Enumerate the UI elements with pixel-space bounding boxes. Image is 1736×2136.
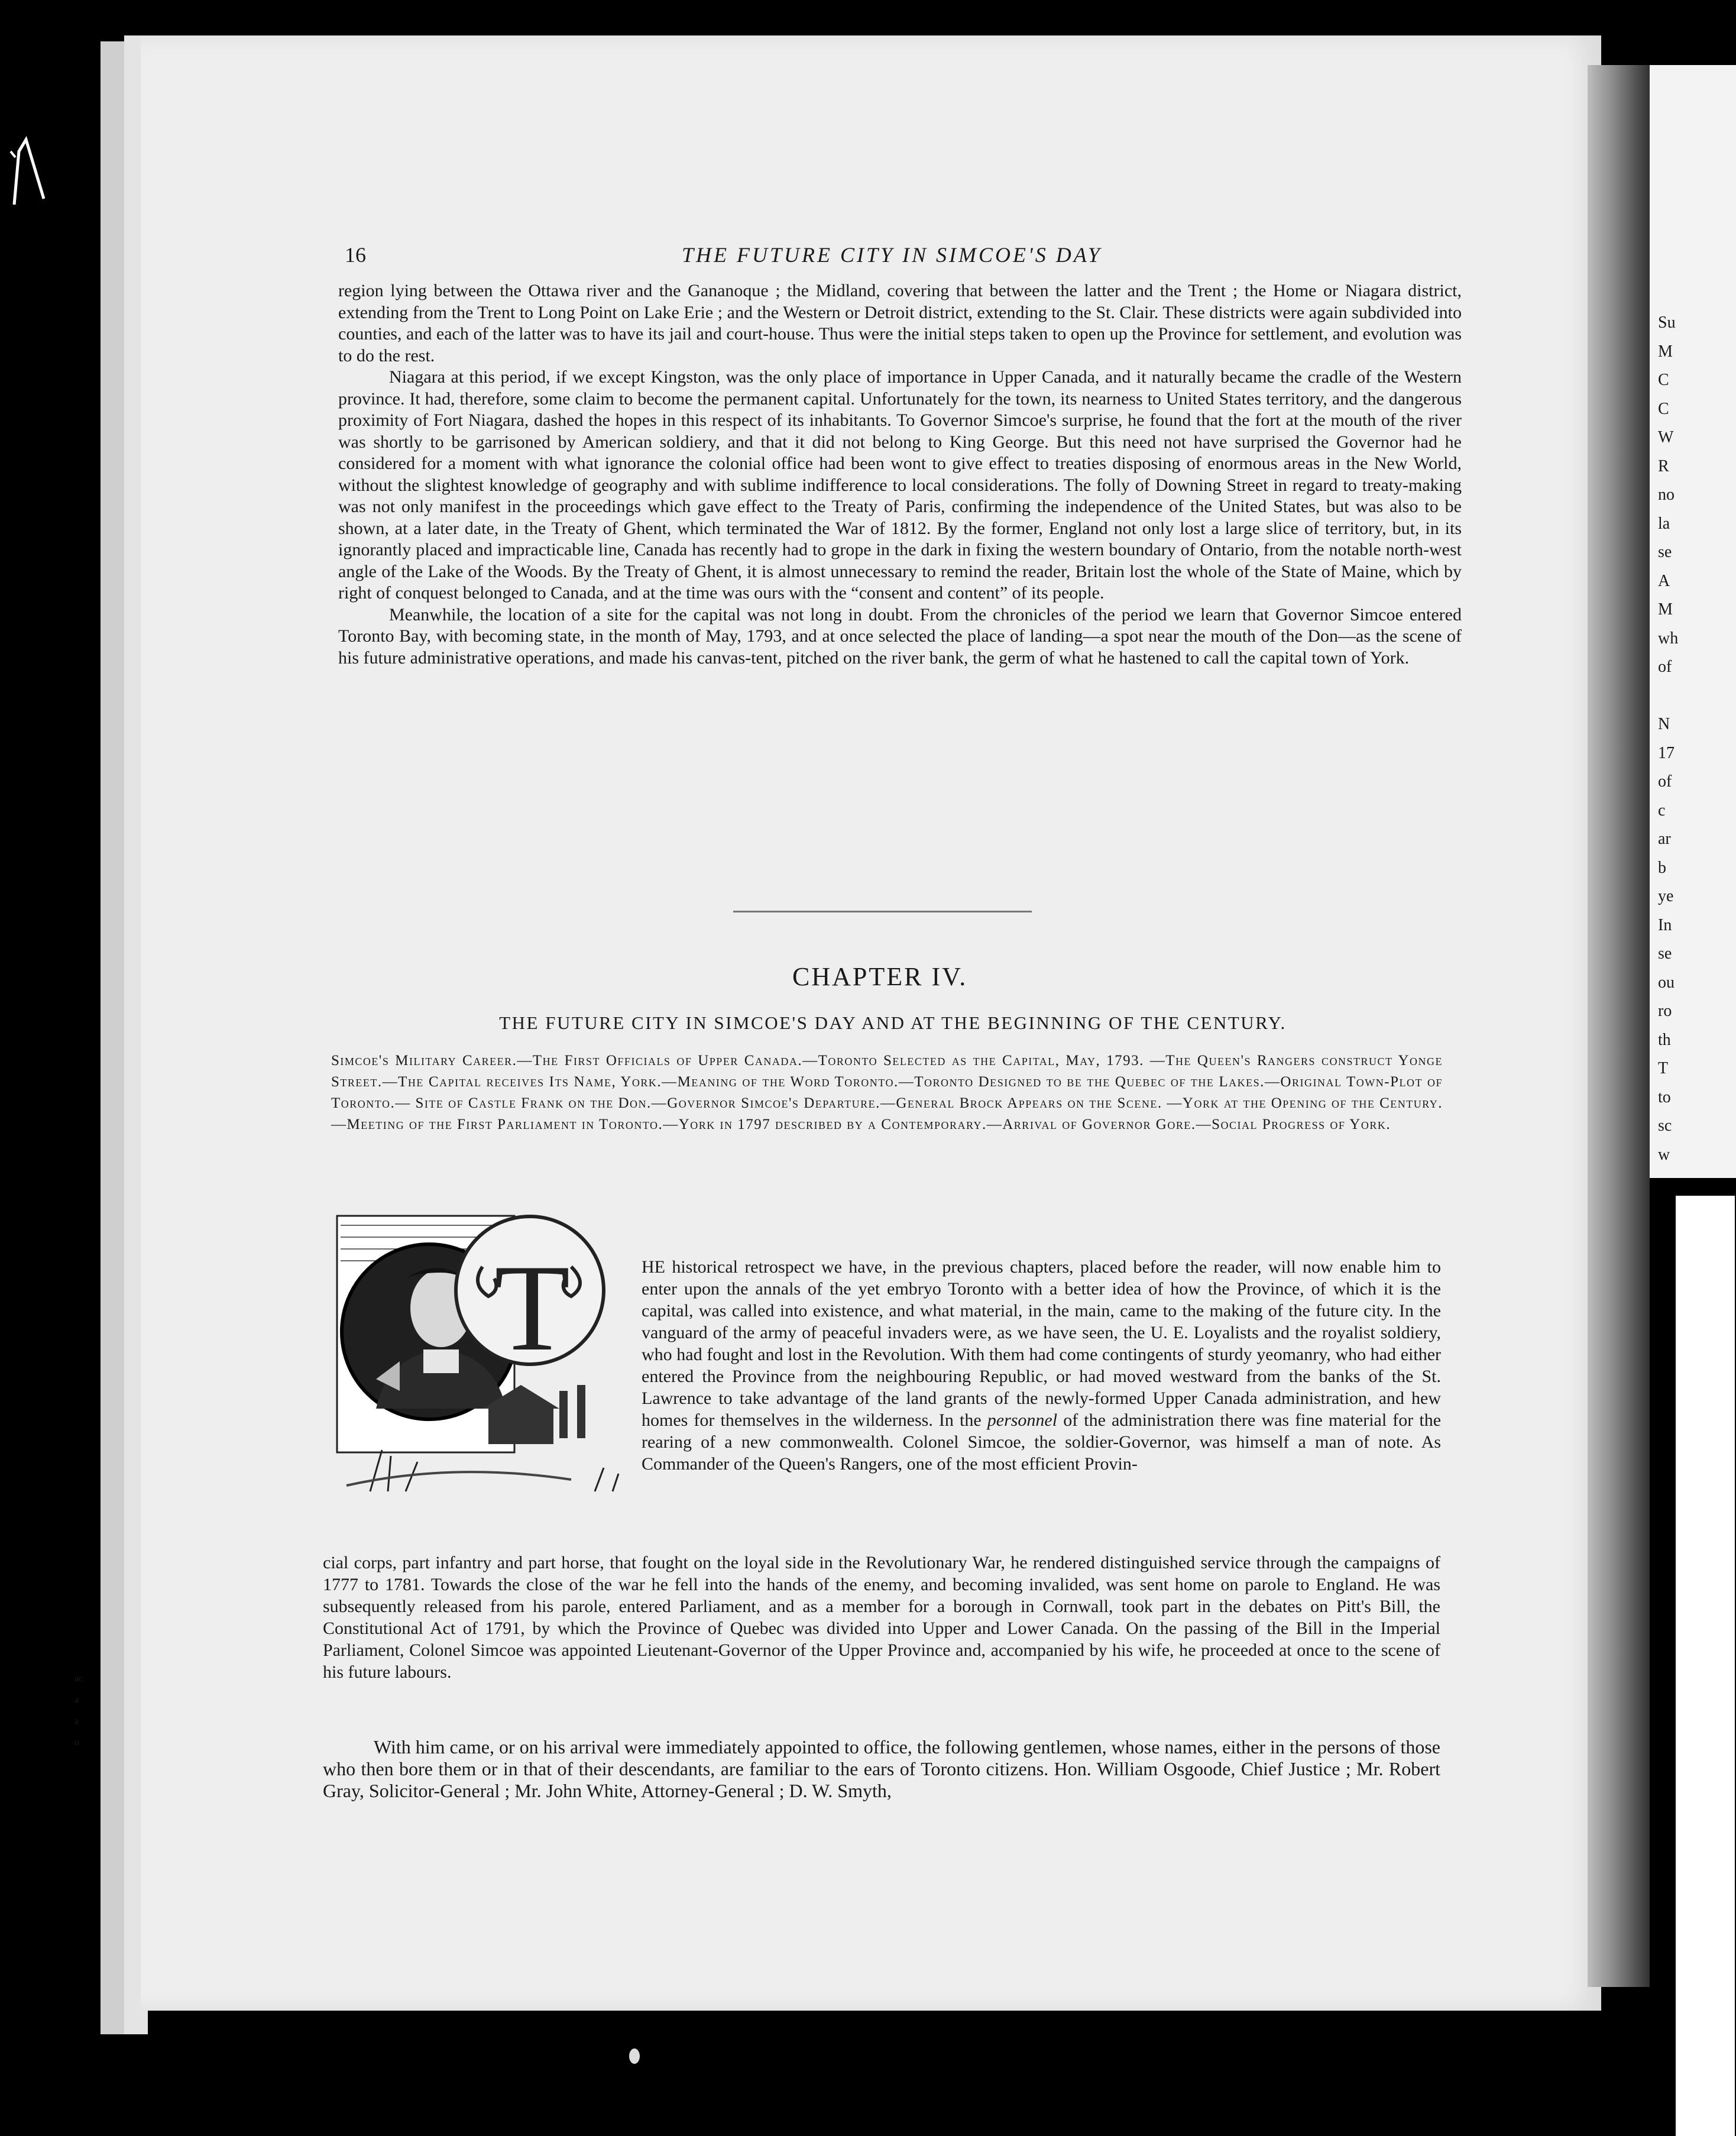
- facing-page-fragment: R: [1658, 457, 1669, 475]
- opening-continued: of the administration there was fine material for the rearing of a new commonwealth. Colonel Simcoe, the soldier-Governor, was himself a man of note. As Commander of the Queen's Rangers, one of the most efficient Provin-: [642, 1410, 1442, 1474]
- facing-page-fragment: 17: [1658, 743, 1675, 762]
- facing-page-illustration: [1650, 1178, 1736, 2112]
- italic-word: personnel: [987, 1410, 1058, 1430]
- facing-page-fragment: w: [1658, 1145, 1670, 1164]
- facing-page-fragment: ar: [1658, 830, 1671, 848]
- facing-page-fragment: In: [1658, 915, 1672, 934]
- opening-continuation: cial corps, part infantry and part horse, that fought on the loyal side in the Revolutionary War, he rendered distinguished service through the campaigns of 1777 to 1781. Towards the close of the war he fell into the hands of the enemy, and becoming invalided, was sent home on parole to England. He was subsequently released from his parole, entered Parliament, and as a member for a borough in Cornwall, took part in the debates on Pitt's Bill, the Constitutional Act of 1791, by which the Province of Quebec was divided into Upper and Lower Canada. On the passing of the Bill in the Imperial Parliament, Colonel Simcoe was appointed Lieutenant-Governor of the Upper Province and, accompanied by his wife, he proceeded at once to the scene of his future labours.: [323, 1553, 1440, 1682]
- facing-page-fragment: o: [75, 1737, 79, 1747]
- svg-text:T: T: [494, 1239, 571, 1377]
- facing-page-fragment: se: [1658, 944, 1672, 963]
- facing-page-fragment: to: [1658, 1088, 1671, 1106]
- facing-page-fragment: no: [1658, 486, 1675, 504]
- chapter-summary: Simcoe's Military Career.—The First Officials of Upper Canada.—Toronto Selected as the Capital, May, 1793. —The Queen's Rangers construct Yonge Street.—The Capital receives Its Name, York.—Meaning of the Word Toronto.—Toronto Designed to be the Quebec of the Lakes.—Original Town-Plot of Toronto.— Site of Castle Frank on the Don.—Governor Simcoe's Departure.—General Brock Appears on the Scene. —York at the Opening of the Century.—Meeting of the First Parliament in Toronto.—York in 1797 described by a Contemporary.—Arrival of Governor Gore.—Social Progress of York.: [331, 1053, 1443, 1132]
- chapter-title: THE FUTURE CITY IN SIMCOE'S DAY AND AT THE BEGINNING OF THE CENTURY.: [499, 1012, 1287, 1033]
- page-header: [345, 242, 1468, 272]
- facing-page-fragment: of: [1658, 772, 1672, 791]
- facing-page-fragment: A: [1658, 571, 1670, 590]
- binding-mark: [629, 2048, 640, 2064]
- paragraph: Niagara at this period, if we except Kingston, was the only place of importance in Upper Canada, and it naturally became the cradle of the Western province. It had, therefore, some claim to become the permanent capital. Unfortunately for the town, its nearness to United States territory, and the dangerous proximity of Fort Niagara, dashed the hopes in this respect of its inhabitants. To Governor Simcoe's surprise, he found that the fort at the mouth of the river was shortly to be garrisoned by American soldiery, and that it did not belong to King George. But this need not have surprised the Governor had he considered for a moment with what ignorance the colonial office had been wont to give effect to treaties disposing of enormous areas in the New World, without the slightest knowledge of geography and with sublime indifference to local considerations. The folly of Downing Street in regard to treaty-making was not only manifest in the proceedings which gave effect to the Treaty of Paris, confirming the independence of the United States, but was also to be shown, at a later date, in the Treaty of Ghent, which terminated the War of 1812. By the former, England not only lost a large slice of territory, but, in its ignorantly placed and impracticable line, Canada has recently had to grope in the dark in fixing the western boundary of Ontario, from the notable north-west angle of the Lake of the Woods. By the Treaty of Ghent, it is almost unnecessary to remind the reader, Britain lost the whole of the State of Maine, which by right of conquest belonged to Canada, and at the time was ours with the “consent and content” of its people.: [338, 367, 1462, 603]
- facing-page-fragment: la: [1658, 514, 1670, 533]
- paragraph: Meanwhile, the location of a site for the capital was not long in doubt. From the chronicles of the period we learn that Governor Simcoe entered Toronto Bay, with becoming state, in the month of May, 1793, and at once selected the place of landing—a spot near the mouth of the Don—as the scene of his future administrative operations, and made his canvas-tent, pitched on the river bank, the germ of what he hastened to call the capital town of York.: [338, 604, 1462, 668]
- facing-page-fragment: C: [1658, 399, 1669, 418]
- drop-cap-text: HE historical retrospect we have, in the previous chapters, placed before the reader, will now enable him to enter upon the annals of the yet embryo Toronto with a better idea of how the Province, of which it is the capital, was called into existence, and what material, in the main, came to the making of the future city. In the vanguard of the army of peaceful invaders were, as we have seen, the U. E. Loyalists and the royalist soldiery, who had fought and lost in the Revolution. With them had come contingents of sturdy yeomanry, who had either entered the Province from the neighbouring Republic, or had moved westward from the banks of the St. Lawrence to take advantage of the land grants of the newly-formed Upper Canada administration, and hew homes for themselves in the wilderness. In the: [642, 1257, 1441, 1430]
- facing-page-fragment: C: [1658, 371, 1669, 389]
- facing-page-fragment: a: [75, 1716, 79, 1726]
- facing-page-fragment: b: [1658, 858, 1666, 877]
- paragraph: region lying between the Ottawa river and the Gananoque ; the Midland, covering that between the latter and the Trent ; the Home or Niagara district, extending from the Trent to Long Point on Lake Erie ; and the Western or Detroit district, extending to the St. Clair. These districts were again subdivided into counties, and each of the latter was to have its jail and court-house. Thus were the initial steps taken to open up the Province for settlement, and evolution was to do the rest.: [338, 281, 1462, 365]
- closing-paragraph: With him came, or on his arrival were immediately appointed to office, the following gentlemen, whose names, either in the persons of those who then bore them or in that of their descendants, are familiar to the ears of Toronto citizens. Hon. William Osgoode, Chief Justice ; Mr. Robert Gray, Solicitor-General ; Mr. John White, Attorney-General ; D. W. Smyth,: [323, 1736, 1440, 1801]
- facing-page-fragment: ro: [1658, 1002, 1672, 1020]
- facing-page-fragment: T: [1658, 1059, 1669, 1077]
- facing-page-fragment: W: [1658, 428, 1674, 446]
- facing-page-fragment: M: [1658, 342, 1673, 361]
- facing-page-fragment: ye: [1658, 887, 1674, 905]
- facing-page-fragment: sc: [1658, 1116, 1672, 1135]
- facing-page-fragment: M: [1658, 600, 1673, 619]
- portrait-drop-cap-illustration: [335, 1213, 642, 1503]
- page-gutter: [1588, 65, 1653, 1987]
- page-number: 16: [345, 243, 366, 267]
- facing-page-fragment: ac: [75, 1674, 83, 1684]
- top-section: [338, 280, 1462, 669]
- facing-page-fragment: a: [75, 1695, 79, 1705]
- facing-page-fragment: th: [1658, 1030, 1671, 1049]
- facing-page-fragment: Su: [1658, 313, 1676, 332]
- chapter-number: CHAPTER IV.: [792, 962, 968, 991]
- scan-mark: [8, 134, 50, 211]
- facing-page-fragment: of: [1658, 658, 1672, 676]
- facing-page-fragment: wh: [1658, 629, 1679, 648]
- facing-page-fragment: N: [1658, 715, 1670, 733]
- facing-page-fragment: ou: [1658, 973, 1675, 992]
- facing-page-fragment: se: [1658, 543, 1672, 561]
- section-divider: [733, 911, 1032, 912]
- running-head: THE FUTURE CITY IN SIMCOE'S DAY: [682, 243, 1102, 267]
- facing-page-fragment: c: [1658, 801, 1666, 820]
- opening-paragraph: [642, 1256, 1441, 1475]
